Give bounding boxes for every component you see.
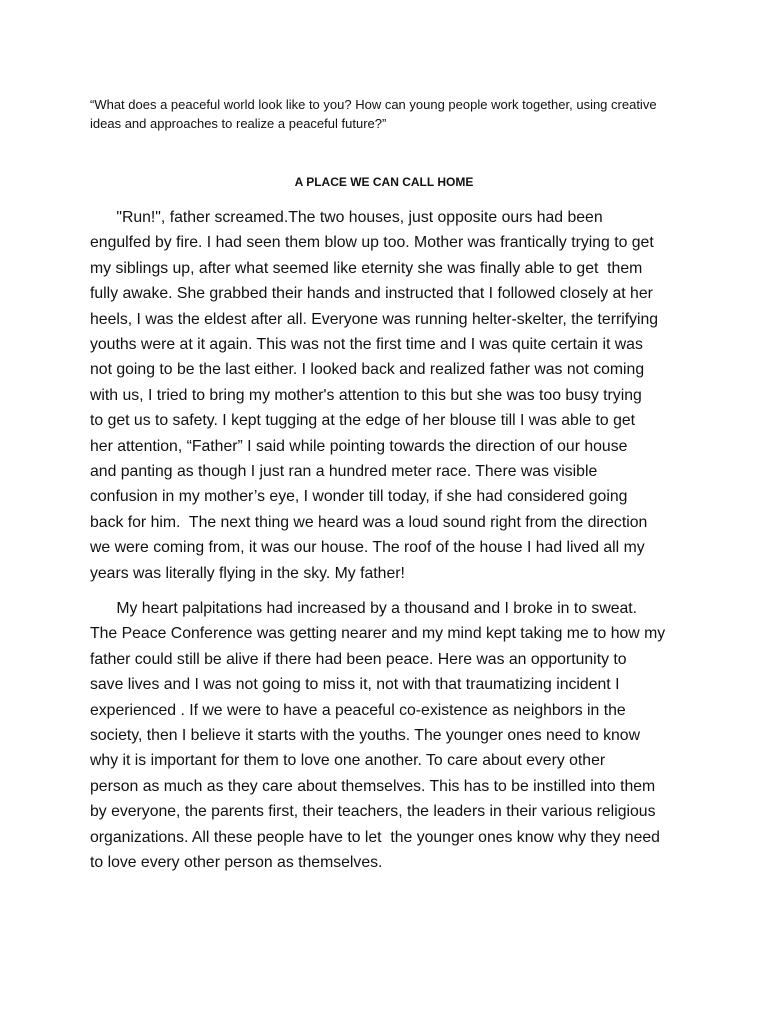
essay-title: A PLACE WE CAN CALL HOME bbox=[294, 175, 474, 189]
paragraph-line: experienced . If we were to have a peaceful co-existence as neighbors in the bbox=[90, 701, 626, 719]
paragraph-line: we were coming from, it was our house. The roof of the house I had lived all my bbox=[90, 539, 645, 557]
paragraph-line: my siblings up, after what seemed like eternity she was finally able to get them bbox=[90, 259, 643, 277]
paragraph-2 bbox=[90, 596, 676, 875]
paragraph-line: father could still be alive if there had been peace. Here was an opportunity to bbox=[90, 650, 627, 668]
prompt-line: “What does a peaceful world look like to you? How can young people work together, using creative bbox=[90, 97, 657, 112]
paragraph-line: person as much as they care about themselves. This has to be instilled into them bbox=[90, 777, 656, 795]
paragraph-line: years was literally flying in the sky. My father! bbox=[90, 564, 405, 582]
paragraph-line: with us, I tried to bring my mother's attention to this but she was too busy trying bbox=[90, 386, 642, 404]
paragraph-line: engulfed by fire. I had seen them blow up too. Mother was frantically trying to get bbox=[90, 234, 654, 252]
paragraph-line: not going to be the last either. I looked back and realized father was not coming bbox=[90, 361, 645, 379]
paragraph-line: My heart palpitations had increased by a thousand and I broke in to sweat. bbox=[90, 600, 638, 617]
prompt-line: ideas and approaches to realize a peaceful future?” bbox=[90, 116, 387, 131]
paragraph-line: to get us to safety. I kept tugging at the edge of her blouse till I was able to get bbox=[90, 412, 636, 430]
paragraph-1 bbox=[90, 205, 676, 586]
paragraph-line: confusion in my mother’s eye, I wonder till today, if she had considered going bbox=[90, 488, 628, 506]
paragraph-line: back for him. The next thing we heard was a loud sound right from the direction bbox=[90, 513, 648, 531]
paragraph-line: organizations. All these people have to let the younger ones know why they need bbox=[90, 828, 660, 846]
essay-prompt bbox=[90, 95, 690, 133]
paragraph-line: "Run!", father screamed.The two houses, just opposite ours had been bbox=[90, 209, 603, 226]
paragraph-line: The Peace Conference was getting nearer and my mind kept taking me to how my bbox=[90, 625, 666, 643]
paragraph-line: society, then I believe it starts with the youths. The younger ones need to know bbox=[90, 727, 640, 745]
paragraph-line: fully awake. She grabbed their hands and instructed that I followed closely at her bbox=[90, 285, 653, 303]
paragraph-line: why it is important for them to love one another. To care about every other bbox=[90, 752, 606, 770]
paragraph-line: by everyone, the parents first, their teachers, the leaders in their various religious bbox=[90, 803, 656, 821]
paragraph-line: youths were at it again. This was not the first time and I was quite certain it was bbox=[90, 336, 643, 354]
paragraph-line: save lives and I was not going to miss it, not with that traumatizing incident I bbox=[90, 676, 620, 694]
paragraph-line: to love every other person as themselves. bbox=[90, 854, 383, 872]
paragraph-line: heels, I was the eldest after all. Everyone was running helter-skelter, the terrifying bbox=[90, 310, 659, 328]
paragraph-line: and panting as though I just ran a hundred meter race. There was visible bbox=[90, 463, 598, 481]
paragraph-line: her attention, “Father” I said while pointing towards the direction of our house bbox=[90, 437, 628, 455]
